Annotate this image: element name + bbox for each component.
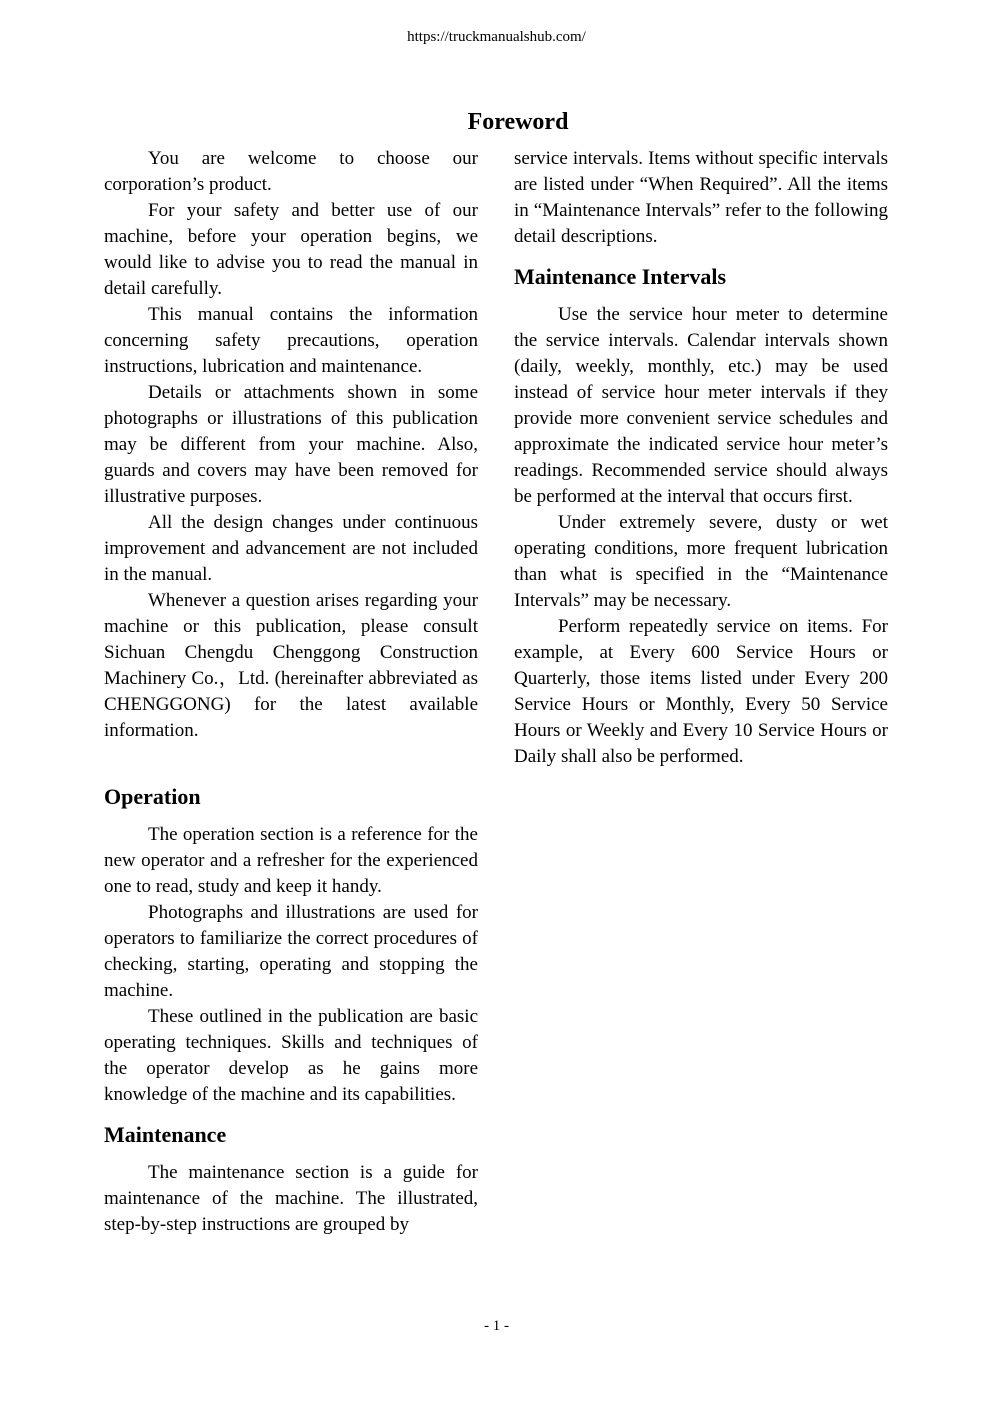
intervals-paragraph-hour-meter: Use the service hour meter to determine the service intervals. Calendar intervals shown (daily, weekly, monthly, etc.) may be used instead of service hour meter intervals if they provide more convenient service schedules and approximate the indicated service hour meter’s readings. Recommended service should always be performed at the interval that occurs first. [514,304,888,507]
left-column [104,146,478,1238]
intro-paragraph-contents: This manual contains the information concerning safety precautions, operation instructions, lubrication and maintenance. [104,304,478,377]
intro-paragraph-illustrations: Details or attachments shown in some photographs or illustrations of this publication may be different from your machine. Also, guards and covers may have been removed for illustrative purposes. [104,382,478,507]
operation-paragraph-reference: The operation section is a reference for the new operator and a refresher for the experienced one to read, study and keep it handy. [104,824,478,897]
intro-paragraph-welcome: You are welcome to choose our corporation’s product. [104,148,478,195]
intro-paragraph-design-changes: All the design changes under continuous improvement and advancement are not included in the manual. [104,512,478,585]
intervals-paragraph-severe-conditions: Under extremely severe, dusty or wet operating conditions, more frequent lubrication than what is specified in the “Maintenance Intervals” may be necessary. [514,512,888,611]
header-url: https://truckmanualshub.com/ [407,29,586,45]
right-column [514,146,888,770]
intervals-paragraph-repeat-service: Perform repeatedly service on items. For example, at Every 600 Service Hours or Quarterly, those items listed under Every 200 Service Hours or Monthly, Every 50 Service Hours or Weekly and Every 10 Service Hours or Daily shall also be performed. [514,616,888,767]
operation-heading: Operation [104,784,201,809]
operation-paragraph-photographs: Photographs and illustrations are used for operators to familiarize the correct procedures of checking, starting, operating and stopping the machine. [104,902,478,1001]
maintenance-heading: Maintenance [104,1122,227,1147]
intro-paragraph-safety: For your safety and better use of our machine, before your operation begins, we would like to advise you to read the manual in detail carefully. [104,200,478,299]
page-title: Foreword [467,109,569,135]
operation-paragraph-techniques: These outlined in the publication are basic operating techniques. Skills and techniques of the operator develop as he gains more knowledge of the machine and its capabilities. [104,1006,478,1105]
maintenance-paragraph-start: The maintenance section is a guide for maintenance of the machine. The illustrated, step-by-step instructions are grouped by [104,1162,478,1235]
page-number: - 1 - [484,1318,509,1334]
intro-paragraph-contact: Whenever a question arises regarding your machine or this publication, please consult Sichuan Chengdu Chenggong Construction Machinery Co.，Ltd. (hereinafter abbreviated as CHENGGONG) for the latest available information. [104,590,478,741]
maintenance-paragraph-continued: service intervals. Items without specific intervals are listed under “When Required”. All the items in “Maintenance Intervals” refer to the following detail descriptions. [514,148,888,247]
maintenance-intervals-heading: Maintenance Intervals [514,264,727,289]
